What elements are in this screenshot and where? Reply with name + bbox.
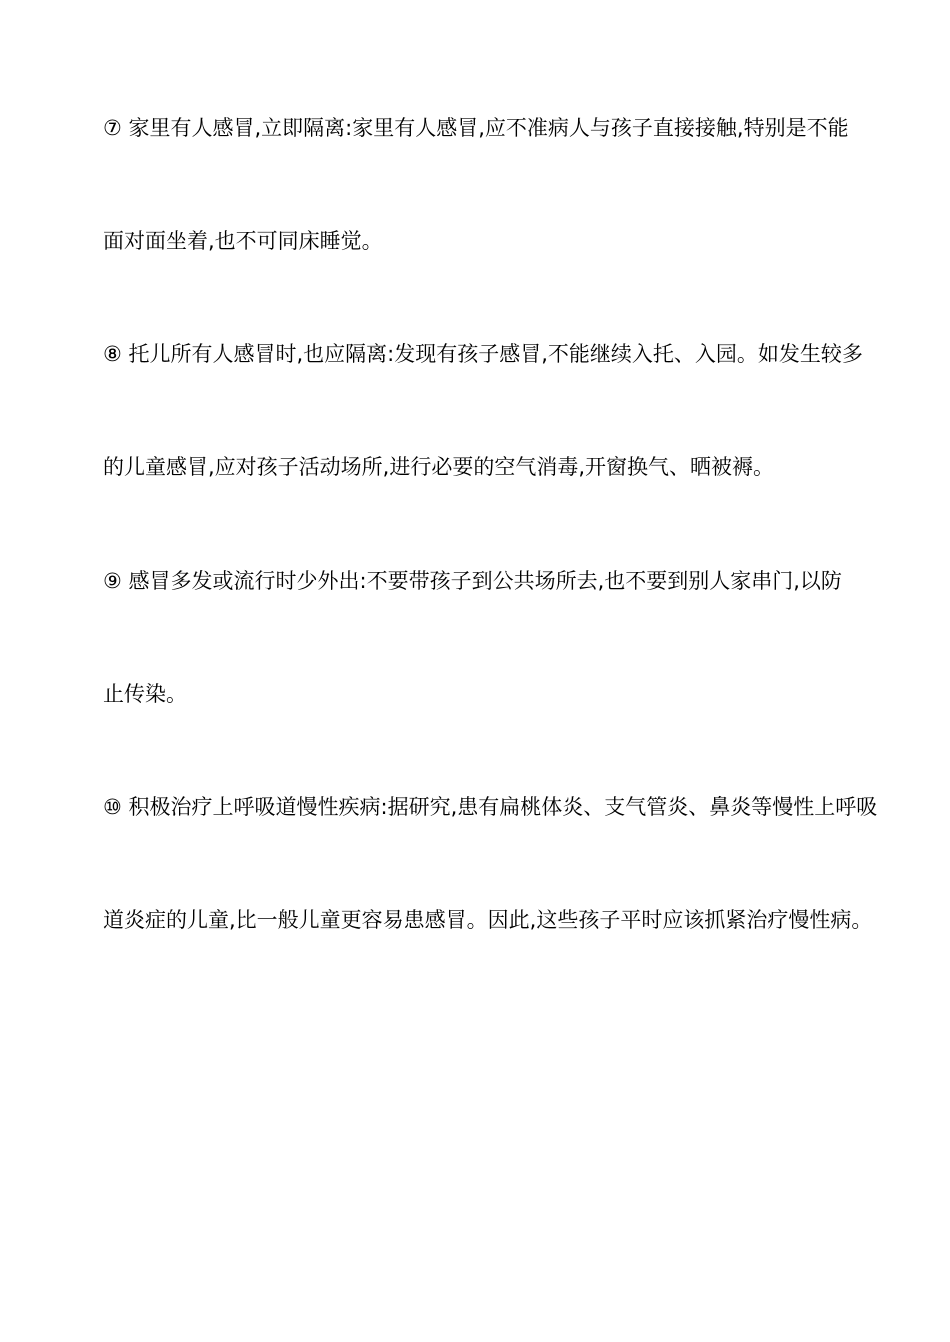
paragraph-10-line-2: 道炎症的儿童,比一般儿童更容易患感冒。因此,这些孩子平时应该抓紧治疗慢性病。 (103, 908, 873, 932)
paragraph-7-line-2: 面对面坐着,也不可同床睡觉。 (103, 229, 383, 253)
paragraph-10-line-1: ⑩ 积极治疗上呼吸道慢性疾病:据研究,患有扁桃体炎、支气管炎、鼻炎等慢性上呼吸 (103, 795, 878, 819)
paragraph-8-line-2: 的儿童感冒,应对孩子活动场所,进行必要的空气消毒,开窗换气、晒被褥。 (103, 455, 775, 479)
paragraph-9-line-2: 止传染。 (103, 682, 187, 706)
paragraph-8-line-1: ⑧ 托儿所有人感冒时,也应隔离:发现有孩子感冒,不能继续入托、入园。如发生较多 (103, 342, 863, 366)
paragraph-7-line-1: ⑦ 家里有人感冒,立即隔离:家里有人感冒,应不准病人与孩子直接接触,特别是不能 (103, 116, 849, 140)
paragraph-9-line-1: ⑨ 感冒多发或流行时少外出:不要带孩子到公共场所去,也不要到别人家串门,以防 (103, 569, 842, 593)
